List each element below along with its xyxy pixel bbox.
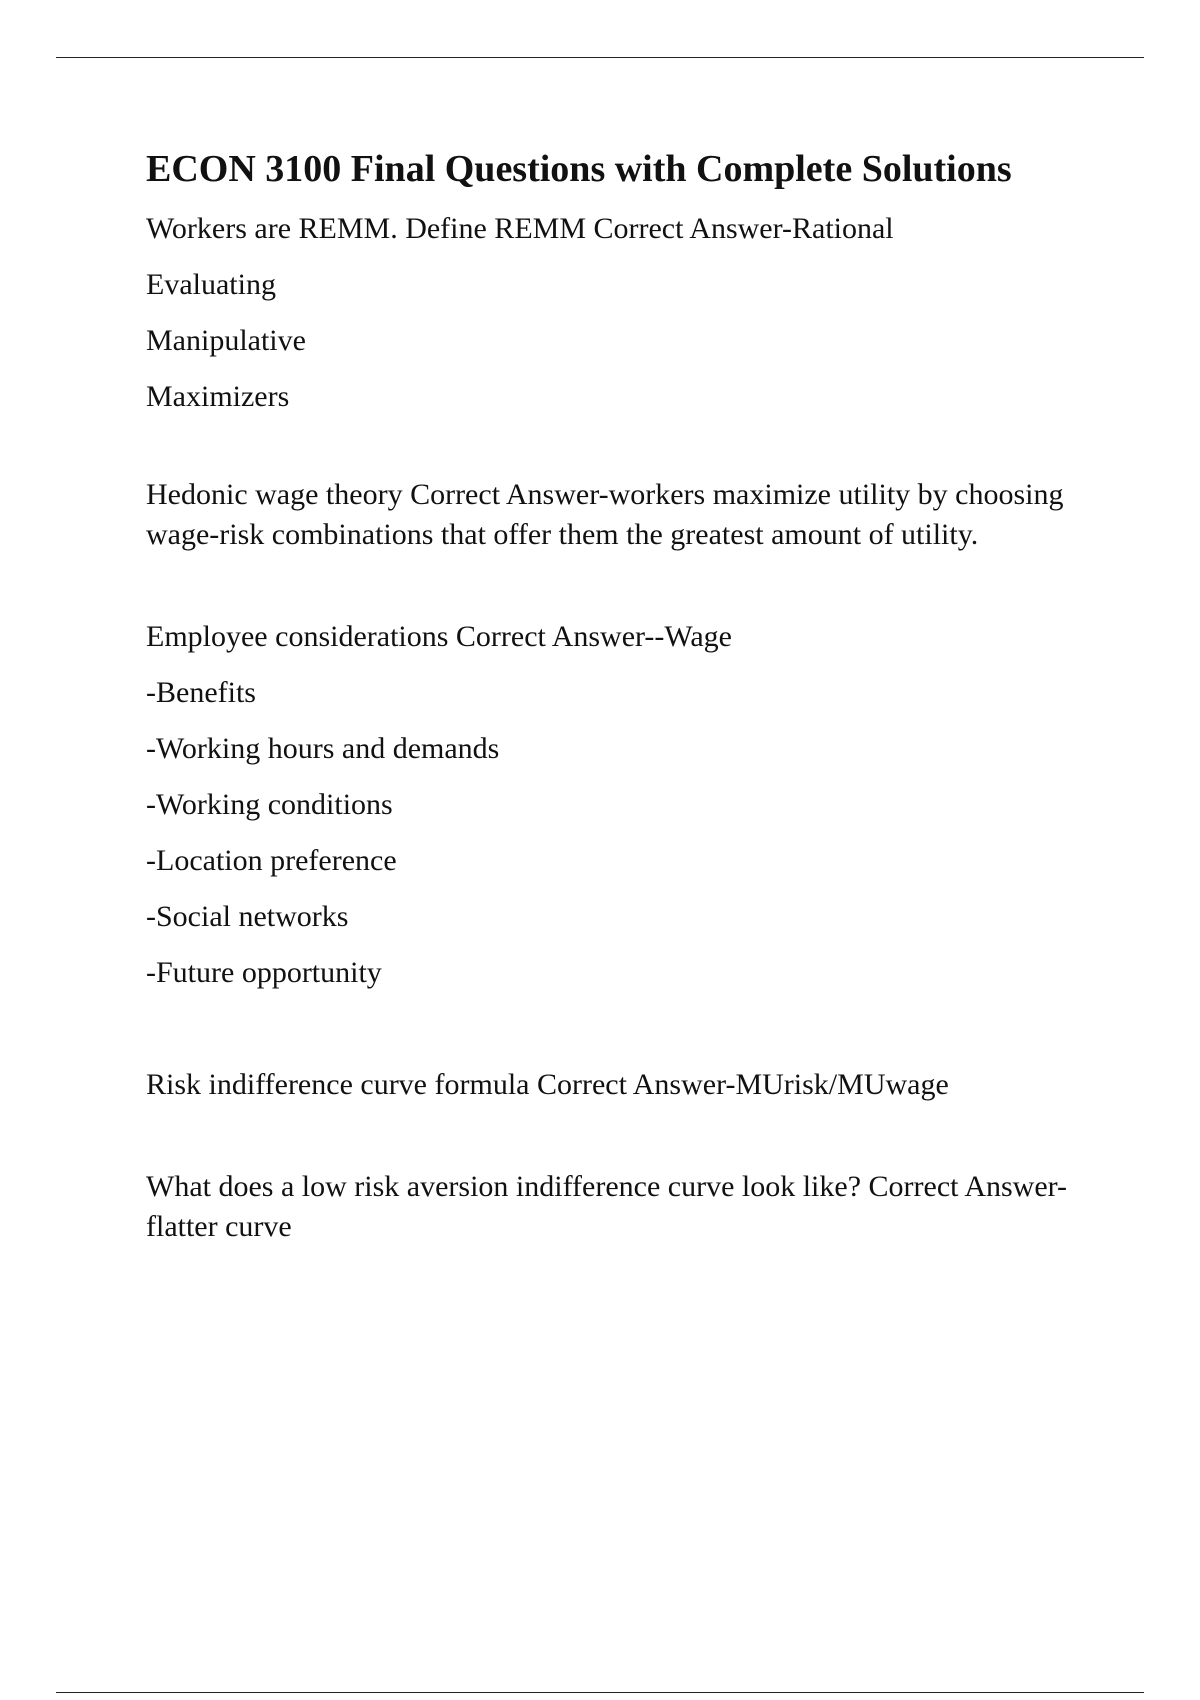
question-remm-prompt: Workers are REMM. Define REMM Correct Answer-Rational xyxy=(146,212,894,245)
answer-line: -Social networks xyxy=(146,900,349,933)
spacer xyxy=(146,1113,1086,1167)
answer-line: -Future opportunity xyxy=(146,956,382,989)
answer-line: -Benefits xyxy=(146,676,256,709)
document-title: ECON 3100 Final Questions with Complete Solutions xyxy=(146,148,1012,190)
question-hedonic-wage: Hedonic wage theory Correct Answer-workers maximize utility by choosing wage-risk combinations that offer them the greatest amount of utility. xyxy=(146,478,1064,551)
document-body xyxy=(146,146,1086,1247)
question-low-risk-aversion: What does a low risk aversion indifference curve look like? Correct Answer-flatter curve xyxy=(146,1170,1068,1243)
answer-line: -Working hours and demands xyxy=(146,732,500,765)
question-risk-indifference: Risk indifference curve formula Correct Answer-MUrisk/MUwage xyxy=(146,1068,949,1101)
spacer xyxy=(146,555,1086,611)
spacer xyxy=(146,425,1086,481)
header-rule xyxy=(56,57,1144,58)
footer-rule xyxy=(56,1692,1144,1693)
question-employee-considerations xyxy=(146,609,1086,1001)
answer-line: Evaluating xyxy=(146,268,276,301)
answer-line: -Location preference xyxy=(146,844,397,877)
answer-line: Maximizers xyxy=(146,380,290,413)
question-employee-prompt: Employee considerations Correct Answer--Wage xyxy=(146,620,732,653)
spacer xyxy=(146,1001,1086,1057)
answer-line: Manipulative xyxy=(146,324,306,357)
answer-line: -Working conditions xyxy=(146,788,393,821)
question-remm xyxy=(146,201,1086,425)
